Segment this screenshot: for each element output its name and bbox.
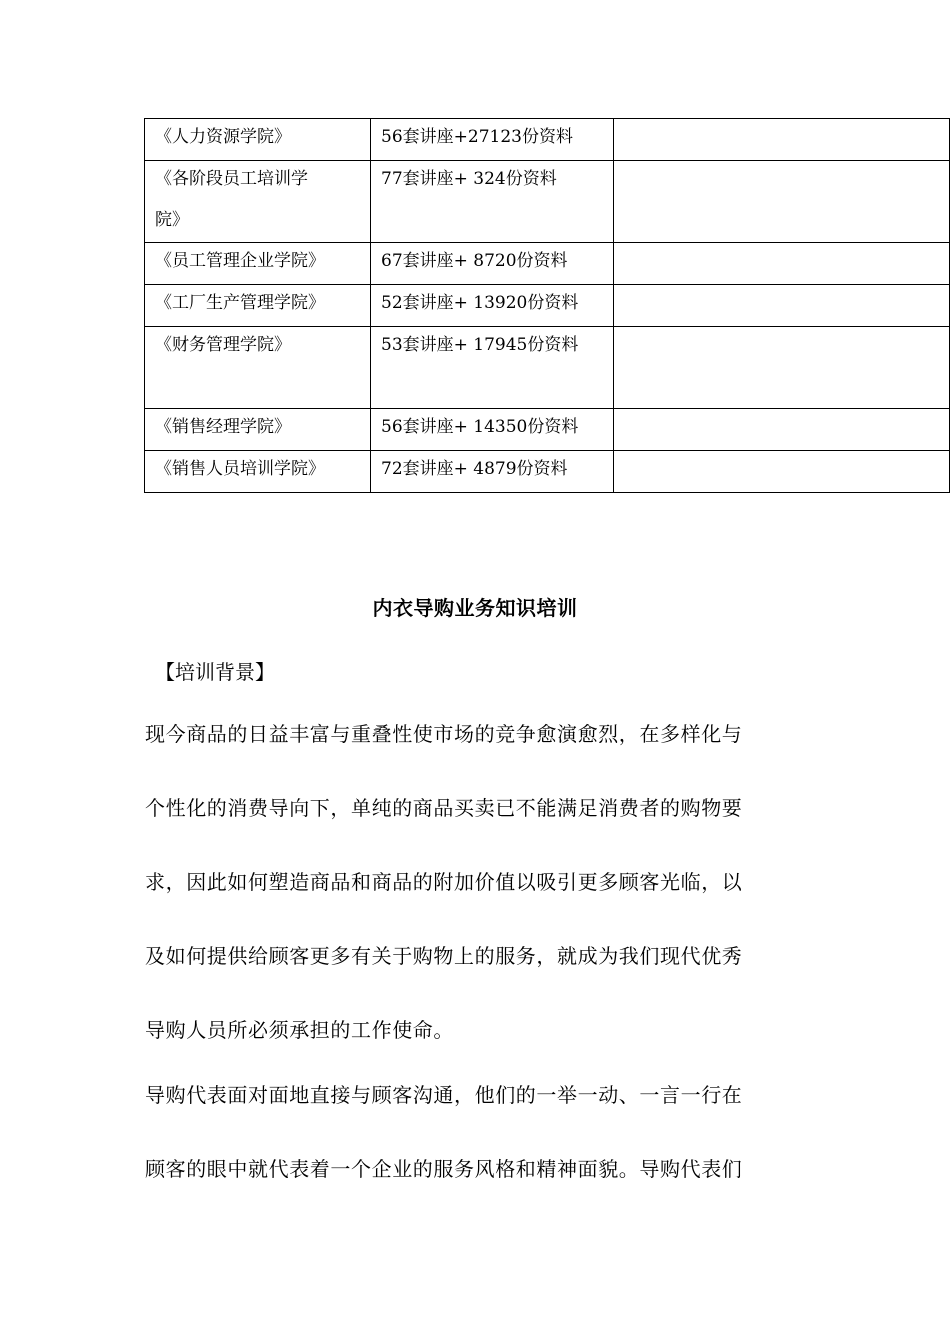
paragraph-line: 现今商品的日益丰富与重叠性使市场的竞争愈演愈烈，在多样化与 (145, 722, 743, 746)
table-cell-name: 《财务管理学院》 (145, 327, 371, 409)
table-row (145, 161, 950, 243)
table-cell-note (614, 119, 950, 161)
table-cell-content: 52套讲座+ 13920份资料 (371, 285, 614, 327)
paragraph-line: 及如何提供给顾客更多有关于购物上的服务，就成为我们现代优秀 (145, 944, 743, 968)
course-table (144, 118, 950, 493)
table-row (145, 409, 950, 451)
body-paragraph (145, 1058, 813, 1206)
table-cell-note (614, 285, 950, 327)
table-row (145, 243, 950, 285)
table-cell-content: 67套讲座+ 8720份资料 (371, 243, 614, 285)
table-cell-content: 56套讲座+ 14350份资料 (371, 409, 614, 451)
table-cell-name: 《工厂生产管理学院》 (145, 285, 371, 327)
paragraph-line: 求，因此如何塑造商品和商品的附加价值以吸引更多顾客光临，以 (145, 870, 743, 894)
table-cell-note (614, 327, 950, 409)
section-heading: 【培训背景】 (155, 660, 275, 684)
body-paragraph (145, 697, 813, 1067)
table-cell-note (614, 243, 950, 285)
table-cell-note (614, 161, 950, 243)
table-row (145, 327, 950, 409)
paragraph-line: 顾客的眼中就代表着一个企业的服务风格和精神面貌。导购代表们 (145, 1157, 743, 1181)
table-row (145, 285, 950, 327)
table-cell-name: 《销售经理学院》 (145, 409, 371, 451)
paragraph-line: 导购人员所必须承担的工作使命。 (145, 1018, 454, 1042)
table-cell-name: 《各阶段员工培训学院》 (145, 161, 371, 243)
document-title: 内衣导购业务知识培训 (372, 596, 578, 620)
table-row (145, 119, 950, 161)
paragraph-line: 个性化的消费导向下，单纯的商品买卖已不能满足消费者的购物要 (145, 796, 743, 820)
table-row (145, 451, 950, 493)
table-cell-name: 《员工管理企业学院》 (145, 243, 371, 285)
table-cell-content: 53套讲座+ 17945份资料 (371, 327, 614, 409)
table-cell-note (614, 409, 950, 451)
table-cell-name: 《销售人员培训学院》 (145, 451, 371, 493)
paragraph-line: 导购代表面对面地直接与顾客沟通，他们的一举一动、一言一行在 (145, 1083, 743, 1107)
table-cell-name: 《人力资源学院》 (145, 119, 371, 161)
table-cell-content: 56套讲座+27123份资料 (371, 119, 614, 161)
table-cell-content: 77套讲座+ 324份资料 (371, 161, 614, 243)
table-cell-note (614, 451, 950, 493)
table-cell-content: 72套讲座+ 4879份资料 (371, 451, 614, 493)
